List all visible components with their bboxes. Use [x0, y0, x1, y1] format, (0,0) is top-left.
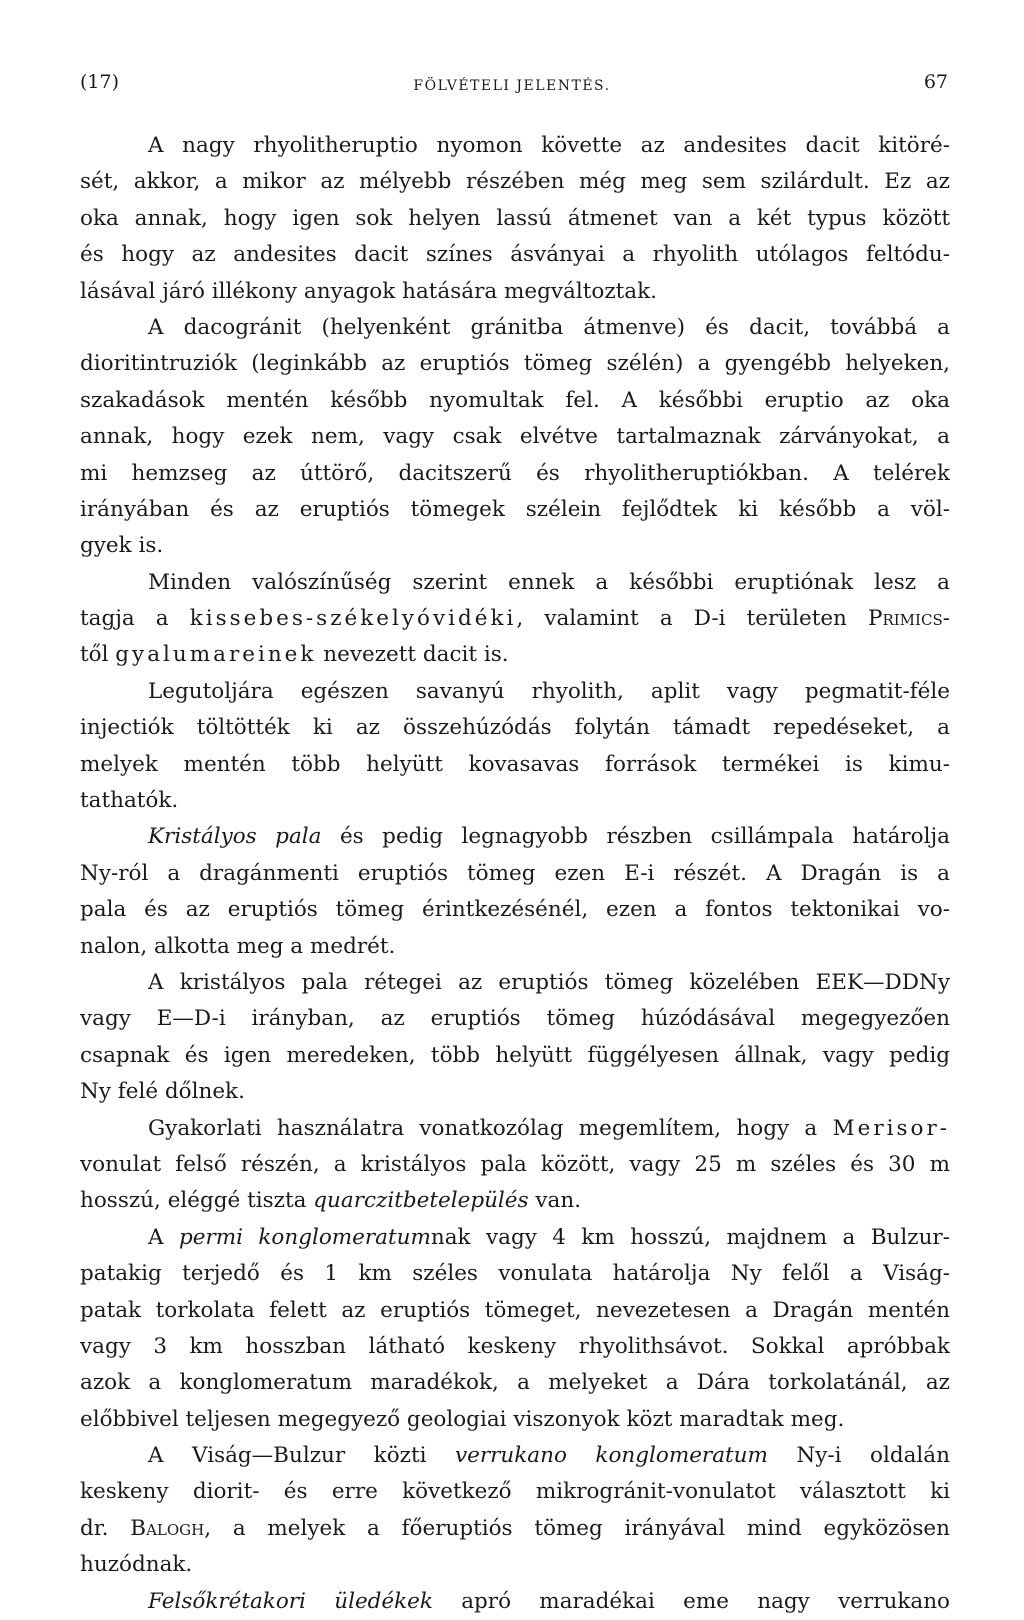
text-segment: A nagy rhyolitheruptio nyomon követte az andesites dacit kitöré- — [148, 133, 950, 158]
text-line — [80, 929, 950, 965]
text-segment: dioritintruziók (leginkább az eruptiós tömeg szélén) a gyengébb helyeken, — [80, 351, 950, 377]
text-line — [80, 1511, 950, 1547]
text-segment: Ny-ról a dragánmenti eruptiós tömeg ezen E-i részét. A Dragán is a — [80, 860, 950, 886]
page-number: 67 — [923, 71, 948, 93]
text-segment: és pedig legnagyobb részben csillámpala határolja — [321, 824, 950, 850]
text-segment: A kristályos pala rétegei az eruptiós tömeg közelében EEK—DDNy — [148, 969, 950, 995]
text-line — [80, 1474, 950, 1510]
text-line — [80, 1147, 950, 1183]
text-segment: és hogy az andesites dacit színes ásványai a rhyolith utólagos feltódu- — [80, 242, 950, 268]
text-segment: quarczitbetelepülés — [313, 1188, 529, 1214]
text-segment: gyek is. — [80, 533, 164, 559]
text-segment: pala és az eruptiós tömeg érintkezésénél, ezen a fontos tektonikai vo- — [80, 897, 950, 923]
text-line — [80, 1183, 950, 1219]
text-segment: , valamint a D-i területen — [516, 606, 868, 632]
text-segment: patak torkolata felett az eruptiós tömeget, nevezetesen a Dragán mentén — [80, 1297, 950, 1323]
text-segment: annak, hogy ezek nem, vagy csak elvétve tartalmaznak zárványokat, a — [80, 424, 950, 450]
text-segment: től — [80, 642, 116, 668]
text-line — [80, 637, 950, 673]
text-segment: injectiók töltötték ki az összehúzódás folytán támadt repedéseket, a — [80, 715, 950, 741]
text-segment: Primics- — [868, 606, 950, 632]
text-line — [80, 1256, 950, 1292]
text-segment: A — [148, 1224, 179, 1250]
text-segment: , a melyek a főeruptiós tömeg irányával mind egyközösen — [204, 1515, 950, 1541]
text-segment: A dacogránit (helyenként gránitba átmenve) és dacit, továbbá a — [148, 314, 950, 340]
text-segment: azok a konglomeratum maradékok, a melyeket a Dára torkolatánál, az — [80, 1370, 950, 1396]
text-segment: patakig terjedő és 1 km széles vonulata határolja Ny felől a Viság- — [80, 1261, 950, 1287]
text-segment: apró maradékai eme nagy verrukano — [432, 1588, 950, 1614]
text-segment: kissebes-székelyóvidéki — [189, 606, 517, 632]
text-line — [80, 310, 950, 346]
text-line — [80, 1365, 950, 1401]
text-segment: nalon, alkotta meg a medrét. — [80, 933, 396, 959]
text-segment: verrukano konglomeratum — [455, 1443, 768, 1469]
text-segment: nevezett dacit is. — [316, 642, 509, 668]
text-segment: Felsőkrétakori üledékek — [148, 1588, 433, 1614]
text-segment: Kristályos pala — [148, 824, 322, 850]
text-segment: vagy 3 km hosszban látható keskeny rhyolithsávot. Sokkal apróbbak — [80, 1333, 950, 1359]
text-segment: huzódnak. — [80, 1552, 193, 1578]
text-line — [80, 1293, 950, 1329]
text-line — [80, 346, 950, 382]
text-segment: Merisor- — [832, 1115, 950, 1141]
text-line — [80, 1329, 950, 1365]
text-segment: Minden valószínűség szerint ennek a későbbi eruptiónak lesz a — [148, 569, 950, 595]
text-line — [80, 601, 950, 637]
text-line — [80, 201, 950, 237]
text-segment: gyalumareinek — [115, 642, 317, 668]
text-line — [80, 1584, 950, 1620]
text-line — [80, 274, 950, 310]
text-line — [80, 1402, 950, 1438]
text-line — [80, 674, 950, 710]
text-segment: Gyakorlati használatra vonatkozólag megemlítem, hogy a — [148, 1115, 833, 1141]
text-line — [80, 383, 950, 419]
text-line — [80, 1074, 950, 1110]
text-segment: van. — [528, 1188, 582, 1214]
text-line — [80, 1438, 950, 1474]
text-line — [80, 747, 950, 783]
text-line — [80, 783, 950, 819]
text-segment: dr. — [80, 1515, 131, 1541]
text-segment: oka annak, hogy igen sok helyen lassú átmenet van a két typus között — [80, 205, 950, 231]
text-segment: vagy E—D-i irányban, az eruptiós tömeg húzódásával megegyezően — [80, 1006, 950, 1032]
text-segment: szakadások mentén később nyomultak fel. A későbbi eruptio az oka — [80, 387, 950, 413]
text-line — [80, 492, 950, 528]
running-header: FÖLVÉTELI JELENTÉS. — [413, 78, 611, 94]
text-segment: sét, akkor, a mikor az mélyebb részében még meg sem szilárdult. Ez az — [80, 169, 950, 195]
text-segment: permi konglomeratum — [178, 1224, 431, 1250]
text-segment: A Viság—Bulzur közti — [148, 1443, 455, 1469]
text-line — [80, 856, 950, 892]
text-segment: Ny felé dőlnek. — [80, 1079, 245, 1105]
text-segment: Balogh — [130, 1515, 205, 1541]
text-line — [80, 1547, 950, 1583]
body-text — [80, 128, 950, 1620]
text-segment: Legutoljára egészen savanyú rhyolith, aplit vagy pegmatit-féle — [148, 678, 950, 704]
text-segment: tathatók. — [80, 788, 179, 814]
text-segment: tagja a — [80, 606, 190, 632]
text-line — [80, 965, 950, 1001]
text-line — [80, 1220, 950, 1256]
text-line — [80, 237, 950, 273]
text-line — [80, 1111, 950, 1147]
text-segment: irányában és az eruptiós tömegek szélein fejlődtek ki később a völ- — [80, 496, 950, 522]
text-segment: mi hemzseg az úttörő, dacitszerű és rhyolitheruptiókban. A telérek — [80, 460, 950, 486]
text-segment: melyek mentén több helyütt kovasavas források termékei is kimu- — [80, 751, 950, 777]
text-segment: keskeny diorit- és erre következő mikrogránit-vonulatot választott ki — [80, 1479, 950, 1505]
text-segment: Ny-i oldalán — [767, 1443, 950, 1469]
text-line — [80, 1001, 950, 1037]
text-line — [80, 419, 950, 455]
text-line — [80, 565, 950, 601]
text-line — [80, 819, 950, 855]
text-segment: nak vagy 4 km hosszú, majdnem a Bulzur- — [430, 1224, 950, 1250]
text-line — [80, 164, 950, 200]
text-segment: lásával járó illékony anyagok hatására megváltoztak. — [80, 278, 657, 304]
text-line — [80, 456, 950, 492]
text-line — [80, 128, 950, 164]
section-number: (17) — [80, 71, 120, 93]
text-line — [80, 528, 950, 564]
text-line — [80, 892, 950, 928]
text-line — [80, 1038, 950, 1074]
text-segment: vonulat felső részén, a kristályos pala között, vagy 25 m széles és 30 m — [80, 1151, 950, 1177]
text-segment: előbbivel teljesen megegyező geologiai viszonyok közt maradtak meg. — [80, 1406, 845, 1432]
text-segment: hosszú, eléggé tiszta — [80, 1188, 314, 1214]
text-line — [80, 710, 950, 746]
text-segment: csapnak és igen meredeken, több helyütt függélyesen állnak, vagy pedig — [80, 1042, 950, 1068]
